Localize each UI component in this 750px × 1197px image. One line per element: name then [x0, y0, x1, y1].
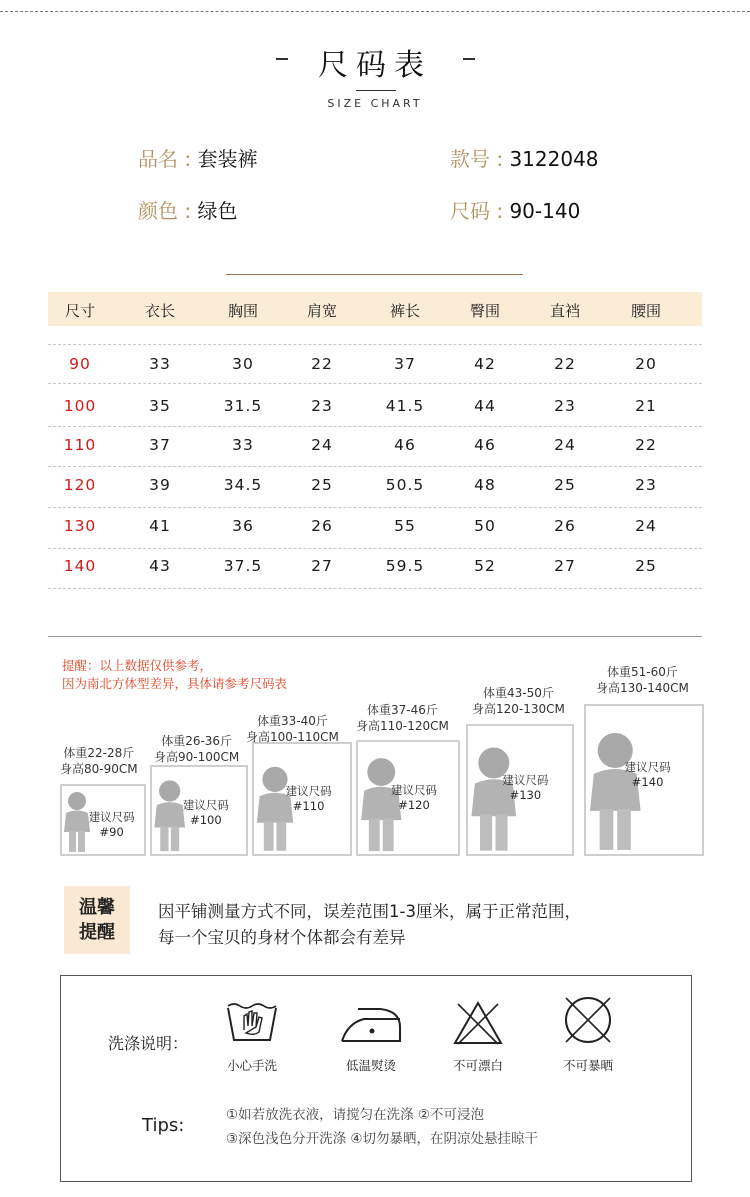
row-divider — [48, 344, 702, 345]
hand-wash-label: 小心手洗 — [226, 1058, 277, 1073]
kid-height: 身高110-120CM — [356, 719, 449, 733]
size-cell: 140 — [63, 557, 97, 575]
color-row — [138, 195, 237, 224]
low-iron-label: 低温熨烫 — [345, 1058, 396, 1073]
table-cell: 44 — [474, 397, 496, 415]
hand-wash-icon — [224, 1000, 280, 1044]
kid-weight: 体重26-36斤 — [161, 734, 233, 748]
colon: : — [490, 147, 510, 171]
table-cell: 46 — [394, 436, 416, 454]
kid-weight-height-label — [60, 745, 138, 777]
header-cell: 衣长 — [144, 302, 175, 320]
kid-recommended-size — [391, 783, 437, 813]
table-cell: 23 — [311, 397, 333, 415]
subtitle-underline — [356, 90, 396, 91]
warm-tip-line-2: 每一个宝贝的身材个体都会有差异 — [158, 928, 406, 947]
kid-height: 身高130-140CM — [596, 681, 689, 695]
table-cell: 35 — [149, 397, 171, 415]
table-cell: 43 — [149, 557, 171, 575]
table-cell: 36 — [232, 517, 254, 535]
kid-weight-height-label — [246, 713, 339, 745]
child-silhouette-icon — [62, 790, 92, 854]
tip-line-2: ③深色浅色分开洗涤 ④切勿暴晒，在阴凉处悬挂晾干 — [226, 1131, 538, 1147]
row-divider — [48, 588, 702, 589]
header-cell: 腰围 — [630, 302, 661, 320]
colon: : — [490, 199, 510, 223]
table-cell: 31.5 — [223, 397, 263, 415]
kid-rec-size: #110 — [292, 798, 325, 813]
product-name-label: 品名 — [138, 147, 178, 171]
color-label: 颜色 — [138, 199, 178, 223]
size-cell: 110 — [63, 436, 97, 454]
product-name-value: 套装裤 — [197, 147, 258, 171]
kid-height: 身高90-100CM — [154, 750, 240, 764]
table-cell: 23 — [554, 397, 576, 415]
kid-weight-height-label — [472, 685, 565, 717]
kid-rec-label: 建议尺码 — [285, 783, 332, 798]
table-cell: 20 — [635, 355, 657, 373]
section-divider — [226, 274, 523, 275]
table-cell: 41.5 — [385, 397, 425, 415]
table-cell: 55 — [394, 517, 416, 535]
table-cell: 52 — [474, 557, 496, 575]
tip-line-1: ①如若放洗衣液，请搅匀在洗涤 ②不可浸泡 — [226, 1107, 484, 1123]
title-right-dash — [463, 58, 475, 60]
reminder-line-2: 因为南北方体型差异，具体请参考尺码表 — [62, 676, 288, 691]
size-cell: 90 — [69, 355, 91, 373]
kid-recommended-size — [89, 810, 135, 840]
kid-weight: 体重37-46斤 — [367, 703, 438, 717]
table-cell: 26 — [311, 517, 333, 535]
kid-weight: 体重43-50斤 — [483, 686, 554, 700]
table-cell: 22 — [311, 355, 333, 373]
warm-tip-label-line-1: 温馨 — [79, 897, 115, 918]
table-cell: 41 — [149, 517, 171, 535]
table-cell: 25 — [554, 476, 576, 494]
row-divider — [48, 548, 702, 549]
size-range-label: 尺码 — [450, 199, 490, 223]
kid-recommended-size — [502, 773, 548, 803]
size-range-row — [450, 195, 580, 224]
table-cell: 22 — [635, 436, 657, 454]
color-value: 绿色 — [197, 199, 238, 223]
table-cell: 27 — [554, 557, 576, 575]
kid-recommended-size — [625, 760, 671, 790]
top-dashed-divider — [0, 11, 750, 12]
size-range-value: 90-140 — [509, 199, 581, 223]
style-number-label: 款号 — [450, 147, 490, 171]
table-cell: 21 — [635, 397, 657, 415]
table-cell: 46 — [474, 436, 496, 454]
row-divider — [48, 426, 702, 427]
table-cell: 24 — [554, 436, 576, 454]
kid-rec-label: 建议尺码 — [624, 760, 671, 775]
kid-weight-height-label — [356, 702, 449, 734]
header-cell: 肩宽 — [306, 302, 337, 320]
title-left-dash — [276, 58, 288, 60]
no-tumble-dry-label: 不可暴晒 — [562, 1058, 613, 1073]
child-silhouette-icon — [586, 729, 645, 854]
low-iron-icon — [340, 1005, 404, 1045]
kid-rec-label: 建议尺码 — [182, 798, 229, 813]
header-cell: 直裆 — [549, 302, 580, 320]
kid-rec-label: 建议尺码 — [502, 772, 549, 787]
table-cell: 22 — [554, 355, 576, 373]
table-cell: 25 — [311, 476, 333, 494]
size-table-header — [48, 292, 702, 326]
table-cell: 37 — [394, 355, 416, 373]
table-cell: 37.5 — [223, 557, 263, 575]
kid-rec-size: #120 — [398, 797, 430, 812]
size-cell: 120 — [63, 476, 97, 494]
row-divider — [48, 383, 702, 384]
kid-rec-size: #90 — [99, 824, 124, 839]
kid-weight: 体重33-40斤 — [257, 714, 328, 728]
kid-weight-height-label — [596, 664, 689, 696]
kid-recommended-size — [183, 798, 229, 828]
kid-weight: 体重22-28斤 — [63, 746, 135, 760]
row-divider — [48, 507, 702, 508]
header-cell: 尺寸 — [64, 302, 95, 320]
product-name-row — [138, 143, 257, 172]
no-bleach-label: 不可漂白 — [452, 1058, 503, 1073]
table-cell: 24 — [311, 436, 333, 454]
no-tumble-dry-icon — [562, 994, 614, 1046]
table-cell: 50.5 — [385, 476, 425, 494]
page-title: 尺码表 — [318, 48, 432, 83]
kid-rec-label: 建议尺码 — [391, 782, 437, 797]
style-number-row — [450, 143, 599, 172]
section-divider — [48, 636, 702, 637]
row-divider — [48, 466, 702, 467]
table-cell: 27 — [311, 557, 333, 575]
kid-rec-size: #100 — [190, 813, 222, 828]
kid-weight-height-label — [154, 733, 239, 765]
table-cell: 26 — [554, 517, 576, 535]
colon: : — [178, 147, 198, 171]
table-cell: 25 — [635, 557, 657, 575]
header-cell: 臀围 — [469, 302, 500, 320]
kid-rec-size: #130 — [509, 787, 542, 802]
table-cell: 42 — [474, 355, 496, 373]
table-cell: 50 — [474, 517, 496, 535]
table-cell: 48 — [474, 476, 496, 494]
kid-weight: 体重51-60斤 — [607, 665, 678, 679]
colon: : — [178, 199, 198, 223]
size-cell: 100 — [63, 397, 97, 415]
style-number-value: 3122048 — [509, 147, 599, 171]
header-cell: 胸围 — [227, 302, 258, 320]
warm-tip-line-1: 因平铺测量方式不同，误差范围1-3厘米，属于正常范围， — [158, 902, 581, 921]
warm-tip-label-line-2: 提醒 — [79, 922, 115, 943]
table-cell: 30 — [232, 355, 254, 373]
warm-tip-label — [64, 895, 130, 945]
table-cell: 39 — [149, 476, 171, 494]
size-cell: 130 — [63, 517, 97, 535]
table-cell: 33 — [149, 355, 171, 373]
reminder-line-1: 提醒：以上数据仅供参考， — [62, 658, 213, 673]
size-chart-title-block — [0, 40, 750, 84]
kid-height: 身高80-90CM — [60, 762, 138, 776]
table-cell: 37 — [149, 436, 171, 454]
no-bleach-icon — [452, 1000, 504, 1046]
table-cell: 23 — [635, 476, 657, 494]
page-subtitle: SIZE CHART — [327, 97, 423, 110]
kid-height: 身高100-110CM — [246, 730, 339, 744]
kid-recommended-size — [286, 784, 332, 814]
care-title: 洗涤说明： — [108, 1034, 189, 1053]
header-cell: 裤长 — [389, 302, 420, 320]
table-cell: 34.5 — [223, 476, 263, 494]
table-cell: 33 — [232, 436, 254, 454]
kid-rec-size: #140 — [631, 775, 664, 790]
kid-height: 身高120-130CM — [472, 702, 565, 716]
table-cell: 24 — [635, 517, 657, 535]
table-cell: 59.5 — [385, 557, 425, 575]
tips-label: Tips: — [142, 1115, 185, 1136]
kid-rec-label: 建议尺码 — [88, 809, 135, 824]
